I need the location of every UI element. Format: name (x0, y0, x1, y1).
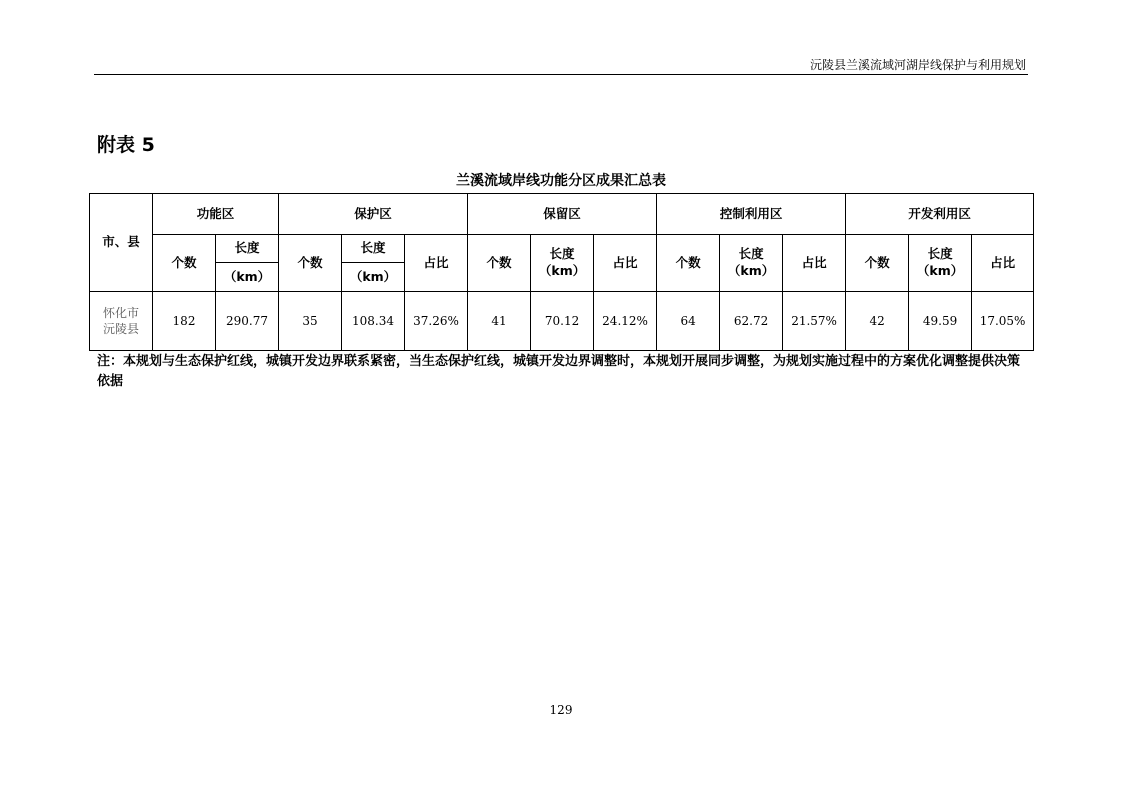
ratio-header: 占比 (405, 235, 468, 292)
region-city: 怀化市 (102, 305, 139, 320)
ratio-header: 占比 (972, 235, 1034, 292)
develop-count-cell: 42 (846, 292, 909, 351)
length-header: 长度 (216, 235, 279, 263)
count-header: 个数 (279, 235, 342, 292)
group-header-develop: 开发利用区 (846, 194, 1034, 235)
region-header: 市、县 (90, 194, 153, 292)
page-number: 129 (549, 703, 573, 717)
table-header-row (90, 194, 1034, 235)
length-unit: （km） (342, 263, 405, 292)
region-county: 沅陵县 (102, 322, 139, 336)
length-header (909, 235, 972, 292)
count-header: 个数 (468, 235, 531, 292)
reserve-count-cell: 41 (468, 292, 531, 351)
length-header (720, 235, 783, 292)
table-row (90, 292, 1034, 351)
develop-length-cell: 49.59 (909, 292, 972, 351)
count-header: 个数 (846, 235, 909, 292)
length-header: 长度 (342, 235, 405, 263)
control-ratio-cell: 21.57% (783, 292, 846, 351)
length-unit: （km） (216, 263, 279, 292)
group-header-protect: 保护区 (279, 194, 468, 235)
protect-ratio-cell: 37.26% (405, 292, 468, 351)
protect-length-cell: 108.34 (342, 292, 405, 351)
group-header-control: 控制利用区 (657, 194, 846, 235)
length-unit: （km） (916, 263, 964, 278)
ratio-header: 占比 (783, 235, 846, 292)
region-cell (90, 292, 153, 351)
count-header: 个数 (153, 235, 216, 292)
length-label: 长度 (927, 246, 953, 262)
header-divider (94, 74, 1028, 75)
reserve-ratio-cell: 24.12% (594, 292, 657, 351)
group-header-reserve: 保留区 (468, 194, 657, 235)
appendix-title: 附表 5 (97, 134, 155, 156)
document-header-title: 沅陵县兰溪流域河湖岸线保护与利用规划 (809, 58, 1026, 72)
length-header (531, 235, 594, 292)
ratio-header: 占比 (594, 235, 657, 292)
develop-ratio-cell: 17.05% (972, 292, 1034, 351)
control-count-cell: 64 (657, 292, 720, 351)
table-subheader-row (90, 235, 1034, 263)
table-note: 注：本规划与生态保护红线，城镇开发边界联系紧密，当生态保护红线，城镇开发边界调整时，本规划开展同步调整，为规划实施过程中的方案优化调整提供决策依据 (97, 354, 1021, 389)
length-label: 长度 (738, 246, 764, 262)
count-header: 个数 (657, 235, 720, 292)
table-caption: 兰溪流域岸线功能分区成果汇总表 (456, 173, 666, 189)
length-label: 长度 (549, 246, 575, 262)
function-length-cell: 290.77 (216, 292, 279, 351)
shoreline-summary-table (89, 193, 1034, 351)
control-length-cell: 62.72 (720, 292, 783, 351)
length-unit: （km） (727, 263, 775, 278)
reserve-length-cell: 70.12 (531, 292, 594, 351)
length-unit: （km） (538, 263, 586, 278)
group-header-function: 功能区 (153, 194, 279, 235)
function-count-cell: 182 (153, 292, 216, 351)
protect-count-cell: 35 (279, 292, 342, 351)
